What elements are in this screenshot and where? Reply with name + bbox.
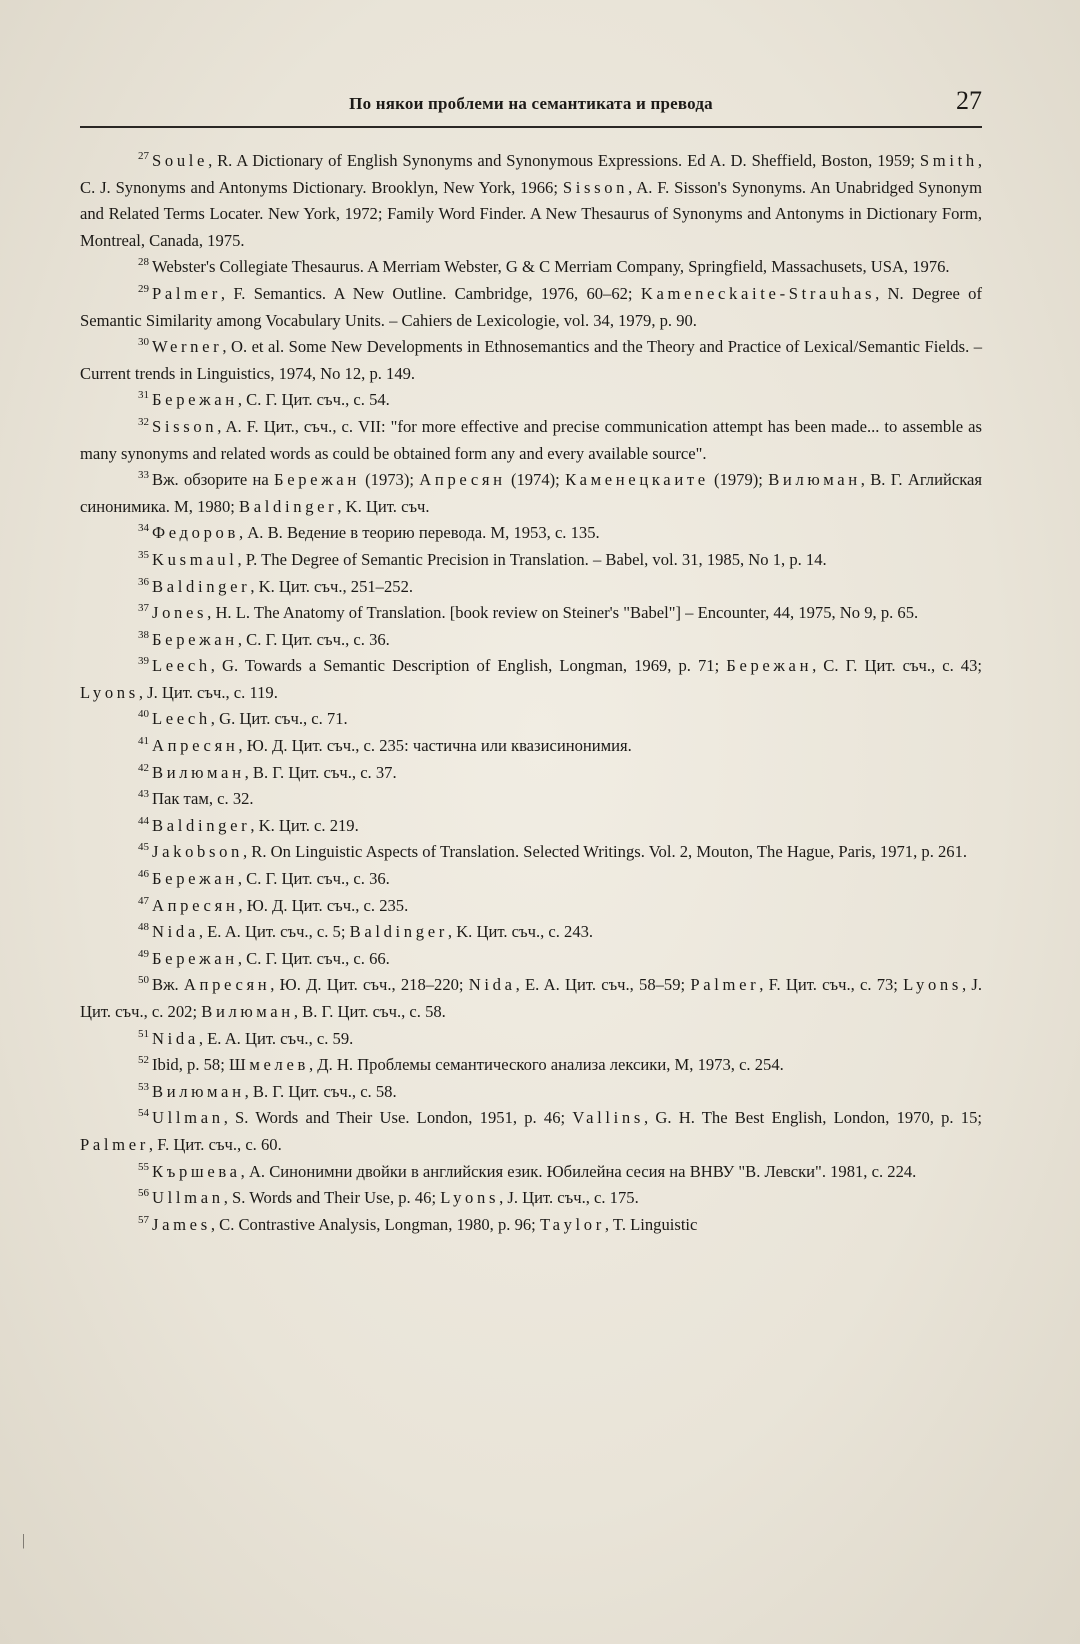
author-name: Soule xyxy=(152,151,209,170)
footnote xyxy=(80,547,982,574)
citation-text: , P. The Degree of Semantic Precision in Translation. – Babel, vol. 31, 1985, No 1, p. 14. xyxy=(237,549,827,569)
citation-text: , G. Towards a Semantic Description of English, Longman, 1969, p. 71; xyxy=(210,656,727,676)
footnote xyxy=(80,600,982,627)
author-name: Kusmaul xyxy=(152,549,238,569)
footnote-number: 49 xyxy=(138,947,149,960)
footnote xyxy=(80,574,982,601)
author-name: Palmer xyxy=(152,283,221,303)
author-name: Baldinger xyxy=(349,922,448,942)
author-name: Taylor xyxy=(539,1214,605,1234)
author-name: Palmer xyxy=(690,975,760,995)
running-title: По някои проблеми на семантиката и превода xyxy=(349,94,713,113)
footnote-number: 43 xyxy=(138,788,149,801)
citation-text: , R. A Dictionary of English Synonyms and Synonymous Expressions. Ed A. D. Sheffield, Boston, 1959; xyxy=(208,151,920,170)
citation-text: , A. F. Sisson's Synonyms. An Unabridged Synonym and Related Terms Locater. New York, 1972; Family Word Finder. A New Thesaurus of Synonyms and Antonyms in Dictionary Form, Montreal, Canada, 1975. xyxy=(80,177,983,250)
footnote-number: 42 xyxy=(138,761,149,774)
footnote-number: 44 xyxy=(138,814,149,827)
footnote-number: 29 xyxy=(138,282,149,295)
footnote xyxy=(80,866,982,893)
author-name: Jones xyxy=(152,603,208,623)
author-name: Ullman xyxy=(152,1188,224,1208)
citation-text: (1973); xyxy=(359,470,420,490)
footnote-number: 53 xyxy=(138,1080,149,1093)
author-name: Sisson xyxy=(562,177,629,197)
author-name: Каменецкаите xyxy=(565,470,709,490)
footnote xyxy=(80,387,982,414)
author-name: Шмелев xyxy=(228,1055,309,1075)
author-name: Sisson xyxy=(152,416,218,436)
footnote-number: 31 xyxy=(138,389,149,402)
footnote xyxy=(80,254,982,281)
footnote xyxy=(80,1026,982,1053)
author-name: Baldinger xyxy=(152,815,251,835)
author-name: Werner xyxy=(152,337,223,357)
citation-text: , В. Г. Цит. съч., с. 37. xyxy=(244,762,397,782)
author-name: Бережан xyxy=(274,470,360,490)
author-name: Вилюман xyxy=(152,762,245,782)
author-name: Nida xyxy=(468,975,516,995)
footnote xyxy=(80,760,982,787)
citation-text: , G. Цит. съч., с. 71. xyxy=(210,709,348,729)
footnotes-list xyxy=(80,148,982,1238)
header-rule xyxy=(80,126,982,128)
footnote xyxy=(80,1052,982,1079)
footnote xyxy=(80,627,982,654)
footnote-number: 52 xyxy=(138,1054,149,1067)
citation-text: , T. Linguistic xyxy=(604,1214,698,1234)
footnote xyxy=(80,148,982,254)
footnote xyxy=(80,972,982,1025)
author-name: Leech xyxy=(152,656,211,676)
footnote-number: 56 xyxy=(138,1187,149,1200)
footnote-number: 39 xyxy=(138,655,149,668)
footnote-number: 37 xyxy=(138,602,149,615)
footnote-number: 36 xyxy=(138,575,149,588)
citation-text: , J. Цит. съч., с. 202; xyxy=(80,975,982,1021)
author-name: Вилюман xyxy=(201,1002,294,1021)
author-name: Lyons xyxy=(903,975,962,995)
footnote-number: 40 xyxy=(138,708,149,721)
citation-text: , E. A. Цит. съч., 58–59; xyxy=(515,975,691,995)
footnote xyxy=(80,733,982,760)
author-name: Baldinger xyxy=(152,576,251,596)
footnote-number: 27 xyxy=(138,150,149,162)
author-name: Lyons xyxy=(80,682,139,702)
author-name: Апресян xyxy=(183,975,271,995)
citation-text: , Ю. Д. Цит. съч., 218–220; xyxy=(270,975,469,995)
footnote xyxy=(80,813,982,840)
citation-text: , Ю. Д. Цит. съч., с. 235: частична или квазисинонимия. xyxy=(238,736,632,756)
citation-text: (1974); xyxy=(505,470,566,490)
citation-text: , E. A. Цит. съч., с. 5; xyxy=(198,922,350,942)
footnote-number: 41 xyxy=(138,735,149,748)
author-name: Вилюман xyxy=(152,1081,245,1101)
footnote xyxy=(80,1159,982,1186)
citation-text: , O. et al. Some New Developments in Ethnosemantics and the Theory and Practice of Lexical/Semantic Fields. – Current trends in Linguistics, 1974, No 12, p. 149. xyxy=(80,337,982,383)
footnote xyxy=(80,919,982,946)
citation-text: , В. Г. Цит. съч., с. 58. xyxy=(293,1002,446,1021)
author-name: Palmer xyxy=(80,1134,149,1154)
footnote xyxy=(80,1185,982,1212)
footnote-number: 50 xyxy=(138,974,149,987)
footnote xyxy=(80,414,982,467)
author-name: Ullman xyxy=(152,1108,224,1128)
citation-text: , В. Г. Цит. съч., с. 58. xyxy=(244,1081,397,1101)
citation-text: , С. Г. Цит. съч., с. 66. xyxy=(237,948,390,968)
footnote xyxy=(80,520,982,547)
footnote-number: 51 xyxy=(138,1027,149,1040)
citation-text: , K. Цит. с. 219. xyxy=(250,815,359,835)
footnote xyxy=(80,334,982,387)
page-header xyxy=(80,84,982,124)
citation-text: , F. Цит. съч., с. 73; xyxy=(759,975,904,995)
citation-text: , F. Цит. съч., с. 60. xyxy=(148,1134,282,1154)
author-name: Федоров xyxy=(152,523,239,543)
footnote xyxy=(80,1212,982,1239)
citation-text: (1979); xyxy=(708,470,769,490)
citation-text: , Д. Н. Проблемы семантического анализа лексики, М, 1973, с. 254. xyxy=(308,1055,784,1075)
author-name: Smith xyxy=(919,151,978,170)
citation-text: , С. Г. Цит. съч., с. 54. xyxy=(237,390,390,410)
author-name: Апресян xyxy=(152,895,239,915)
citation-text: Webster's Collegiate Thesaurus. A Merriam Webster, G & C Merriam Company, Springfield, Massachusets, USA, 1976. xyxy=(152,257,950,277)
footnote-number: 45 xyxy=(138,841,149,854)
footnote-number: 32 xyxy=(138,415,149,428)
footnote xyxy=(80,706,982,733)
citation-text: , K. Цит. съч. xyxy=(337,496,430,516)
footnote-number: 30 xyxy=(138,336,149,349)
author-name: Nida xyxy=(152,1028,199,1048)
footnote xyxy=(80,893,982,920)
footnote-number: 35 xyxy=(138,548,149,561)
author-name: Бережан xyxy=(152,869,238,889)
footnote xyxy=(80,467,982,520)
footnote xyxy=(80,653,982,706)
citation-text: , H. L. The Anatomy of Translation. [book review on Steiner's "Babel"] – Encounter, 44, 1975, No 9, p. 65. xyxy=(207,603,919,623)
author-name: James xyxy=(152,1214,211,1234)
footnote xyxy=(80,946,982,973)
footnote-number: 55 xyxy=(138,1160,149,1173)
citation-text: , E. A. Цит. съч., с. 59. xyxy=(198,1028,354,1048)
footnote-number: 46 xyxy=(138,868,149,881)
citation-text: , S. Words and Their Use, p. 46; xyxy=(223,1188,441,1208)
citation-text: , K. Цит. съч., 251–252. xyxy=(250,576,414,596)
citation-text: , G. H. The Best English, London, 1970, p. 15; xyxy=(644,1108,982,1128)
author-name: Nida xyxy=(152,922,199,942)
author-name: Jakobson xyxy=(152,842,243,862)
author-name: Бережан xyxy=(152,390,238,410)
citation-text: Ibid, p. 58; xyxy=(152,1055,229,1075)
footnote-number: 28 xyxy=(138,256,149,269)
citation-text: , А. Синонимни двойки в английския език. Юбилейна сесия на ВНВУ "В. Левски". 1981, с. 224. xyxy=(240,1161,917,1181)
margin-mark: | xyxy=(22,1532,26,1549)
citation-text: , A. F. Цит., съч., с. VII: "for more effective and precise communication attempt has been made... to assemble as many synonyms and related words as could be obtained form any and every available source". xyxy=(80,416,982,463)
citation-text: , N. Degree of Semantic Similarity among Vocabulary Units. – Cahiers de Lexicologie, vol. 34, 1979, p. 90. xyxy=(80,283,982,330)
footnote xyxy=(80,281,982,334)
citation-text: Вж. обзорите на xyxy=(152,470,275,490)
citation-text: , C. Contrastive Analysis, Longman, 1980, p. 96; xyxy=(210,1214,540,1234)
author-name: Lyons xyxy=(440,1188,500,1208)
footnote xyxy=(80,839,982,866)
footnote-number: 48 xyxy=(138,921,149,934)
author-name: Апресян xyxy=(152,736,239,756)
footnote-number: 47 xyxy=(138,894,149,907)
author-name: Leech xyxy=(152,709,211,729)
author-name: Baldinger xyxy=(239,496,338,516)
citation-text: Вж. xyxy=(152,975,184,995)
citation-text: , C. J. Synonyms and Antonyms Dictionary. Brooklyn, New York, 1966; xyxy=(80,151,982,197)
citation-text: , S. Words and Their Use. London, 1951, p. 46; xyxy=(223,1108,573,1128)
citation-text: , С. Г. Цит. съч., с. 36. xyxy=(237,629,390,649)
author-name: Бережан xyxy=(152,948,238,968)
footnote-number: 54 xyxy=(138,1107,149,1120)
footnote-number: 38 xyxy=(138,628,149,641)
author-name: Вилюман xyxy=(768,470,861,490)
author-name: Кършева xyxy=(152,1161,241,1181)
citation-text: , J. Цит. съч., с. 175. xyxy=(499,1188,639,1208)
page-number: 27 xyxy=(956,86,982,115)
author-name: Vallins xyxy=(572,1108,644,1128)
citation-text: , K. Цит. съч., с. 243. xyxy=(447,922,594,942)
citation-text: , А. В. Ведение в теорию перевода. М, 1953, с. 135. xyxy=(239,523,600,543)
footnote-number: 33 xyxy=(138,469,149,482)
footnote-number: 57 xyxy=(138,1213,149,1226)
citation-text: , J. Цит. съч., с. 119. xyxy=(138,682,278,702)
author-name: Бережан xyxy=(726,656,813,676)
citation-text: , С. Г. Цит. съч., с. 36. xyxy=(237,869,390,889)
citation-text: Пак там, с. 32. xyxy=(152,789,254,809)
footnote xyxy=(80,1105,982,1158)
citation-text: , R. On Linguistic Aspects of Translation. Selected Writings. Vol. 2, Mouton, The Hague, Paris, 1971, p. 261. xyxy=(242,842,968,862)
footnote xyxy=(80,1079,982,1106)
citation-text: , Ю. Д. Цит. съч., с. 235. xyxy=(238,895,409,915)
citation-text: , F. Semantics. A New Outline. Cambridge, 1976, 60–62; xyxy=(220,283,641,303)
author-name: Апресян xyxy=(419,470,506,490)
citation-text: , С. Г. Цит. съч., с. 43; xyxy=(812,656,982,676)
author-name: Kameneckaite-Strauhas xyxy=(640,283,876,303)
author-name: Бережан xyxy=(152,629,238,649)
footnote xyxy=(80,786,982,813)
citation-text: , В. Г. Аглийская синонимика. М, 1980; xyxy=(80,470,983,516)
footnote-number: 34 xyxy=(138,522,149,535)
